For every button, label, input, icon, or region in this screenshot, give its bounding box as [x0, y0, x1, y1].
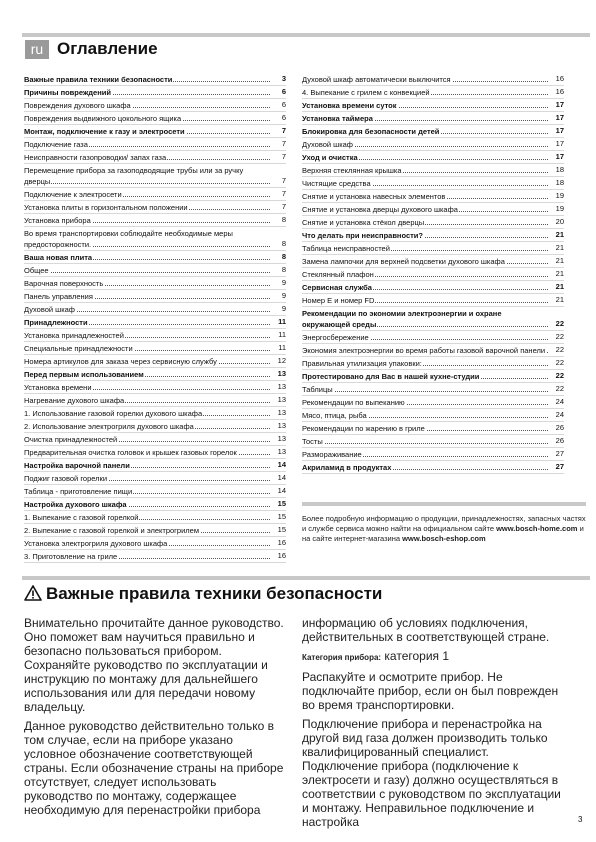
toc-entry-title: Установка времени: [24, 383, 92, 392]
site-link-home[interactable]: www.bosch-home.com: [496, 524, 578, 533]
toc-entry-title: Установка плиты в горизонтальном положении: [24, 203, 188, 212]
toc-entry-title: Неисправности газопроводки/ запах газа: [24, 153, 167, 162]
toc-entry-title: Общее: [24, 266, 49, 275]
toc-entry-page: 15: [277, 525, 286, 534]
toc-entry[interactable]: [24, 329, 286, 342]
toc-entry[interactable]: [24, 433, 286, 446]
toc-entry[interactable]: [302, 73, 564, 86]
toc-entry-page: 18: [555, 178, 564, 187]
category-label: Категория прибора:: [302, 653, 382, 662]
toc-entry[interactable]: [302, 435, 564, 448]
toc-entry[interactable]: [302, 242, 564, 255]
toc-entry[interactable]: [24, 550, 286, 563]
toc-entry-page: 17: [555, 113, 564, 122]
language-badge: ru: [25, 40, 49, 59]
toc-entry-title: Ваша новая плита: [24, 253, 93, 262]
toc-entry[interactable]: [24, 151, 286, 164]
toc-entry-page: 13: [277, 369, 286, 378]
toc-leader: [302, 391, 548, 392]
toc-entry-page: 6: [281, 100, 286, 109]
toc-entry-page: 7: [281, 152, 286, 161]
toc-entry-title: Установка электрогриля духового шкафа: [24, 539, 168, 548]
toc-entry[interactable]: [24, 381, 286, 394]
toc-entry-page: 19: [555, 191, 564, 200]
warning-icon: [24, 585, 42, 607]
toc-entry-page: 8: [281, 265, 286, 274]
section-divider: [22, 576, 590, 580]
toc-entry[interactable]: [302, 357, 564, 370]
toc-entry-page: 16: [277, 538, 286, 547]
toc-entry[interactable]: [24, 251, 286, 264]
toc-entry-page: 26: [555, 436, 564, 445]
toc-entry-page: 13: [277, 447, 286, 456]
toc-entry-title: 1. Выпекание с газовой горелкой: [24, 513, 139, 522]
toc-entry-title: Важные правила техники безопасности: [24, 75, 173, 84]
toc-entry-title: Мясо, птица, рыба: [302, 411, 367, 420]
toc-entry-title: Тосты: [302, 437, 323, 446]
toc-entry[interactable]: [24, 459, 286, 472]
toc-entry-page: 16: [277, 551, 286, 560]
service-note-text-1: Более подробную информацию о продукции, принадлежностях, запасных частях и службе сервиса можно найти на официальном сайте: [302, 514, 586, 533]
toc-entry-title: 1. Использование газовой горелки духового шкафа: [24, 409, 203, 418]
toc-entry[interactable]: [24, 303, 286, 316]
toc-entry[interactable]: [24, 227, 286, 251]
toc-entry-title: Замена лампочки для верхней подсветки духового шкафа: [302, 257, 505, 266]
toc-entry-title: Номер E и номер FD: [302, 296, 375, 305]
safety-paragraph: Распакуйте и осмотрите прибор. Не подключайте прибор, если он был поврежден во время транспортировки.: [302, 670, 559, 712]
toc-entry-page: 18: [555, 165, 564, 174]
toc-entry[interactable]: [302, 99, 564, 112]
toc-entry-title: Снятие и установка навесных элементов: [302, 192, 446, 201]
toc-entry-title: Протестировано для Вас в нашей кухне-студии: [302, 372, 480, 381]
toc-entry-page: 6: [281, 87, 286, 96]
toc-entry-page: 11: [278, 330, 286, 339]
page-number: 3: [578, 815, 583, 824]
toc-entry[interactable]: [302, 409, 564, 422]
safety-paragraph: Данное руководство действительно только в том случае, если на приборе указано условное обозначение соответствующей страны. Если обозначение страны на приборе отсутствует, следует использовать руководство по монтажу, содержащее необходимую для перенастройки прибора: [24, 719, 284, 817]
toc-entry-page: 16: [555, 74, 564, 83]
safety-paragraph: информацию об условиях подключения, действительных в соответствующей стране.: [302, 616, 550, 644]
toc-entry-page: 21: [555, 282, 564, 291]
toc-entry[interactable]: [302, 370, 564, 383]
toc-entry-page: 7: [281, 126, 286, 135]
toc-entry[interactable]: [302, 396, 564, 409]
toc-entry[interactable]: [302, 383, 564, 396]
toc-entry-title: Установка таймера: [302, 114, 373, 123]
toc-entry-title: Рекомендации по экономии электроэнергии и охране окружающей среды: [302, 309, 502, 329]
toc-entry-page: 22: [555, 384, 564, 393]
toc-entry-page: 17: [555, 126, 564, 135]
toc-entry-title: Установка принадлежностей: [24, 331, 124, 340]
toc-entry[interactable]: [302, 138, 564, 151]
toc-leader: [24, 272, 270, 273]
toc-entry-page: 8: [281, 215, 286, 224]
toc-entry-title: Духовой шкаф: [302, 140, 353, 149]
toc-entry[interactable]: [24, 407, 286, 420]
toc-entry[interactable]: [302, 294, 564, 307]
toc-entry[interactable]: [302, 203, 564, 216]
toc-entry[interactable]: [24, 420, 286, 433]
toc-entry[interactable]: [302, 344, 564, 357]
toc-entry[interactable]: [24, 290, 286, 303]
toc-entry-title: Блокировка для безопасности детей: [302, 127, 440, 136]
toc-entry-page: 14: [277, 473, 286, 482]
toc-entry-page: 22: [555, 371, 564, 380]
toc-entry[interactable]: [24, 355, 286, 368]
toc-entry-page: 21: [555, 295, 564, 304]
toc-entry-page: 11: [278, 343, 286, 352]
toc-entry-title: Энергосбережение: [302, 333, 369, 342]
toc-entry-page: 7: [281, 189, 286, 198]
toc-entry[interactable]: [24, 498, 286, 511]
toc-entry-page: 21: [555, 269, 564, 278]
toc-entry-page: 7: [281, 139, 286, 148]
toc-entry-title: Панель управления: [24, 292, 93, 301]
toc-entry-title: Очистка принадлежностей: [24, 435, 118, 444]
toc-entry[interactable]: [24, 201, 286, 214]
toc-entry-page: 13: [277, 421, 286, 430]
safety-paragraph: Внимательно прочитайте данное руководство. Оно поможет вам научиться правильно и безопасно пользоваться прибором. Сохраняйте руководство по эксплуатации и инструкцию по монтажу для дальнейшего использования или для передачи новому владельцу.: [24, 616, 284, 714]
toc-entry[interactable]: [24, 188, 286, 201]
toc-entry[interactable]: [24, 164, 286, 188]
safety-right-column: [302, 616, 564, 834]
toc-leader: [24, 183, 270, 184]
toc-entry[interactable]: [302, 190, 564, 203]
toc-entry[interactable]: [24, 368, 286, 381]
toc-entry[interactable]: [24, 73, 286, 86]
toc-entry[interactable]: [24, 112, 286, 125]
toc-entry[interactable]: [24, 394, 286, 407]
toc-entry-page: 21: [555, 256, 564, 265]
section-title-text: Важные правила техники безопасности: [46, 584, 383, 603]
section-title: [24, 583, 382, 607]
toc-entry-title: Монтаж, подключение к газу и электросети: [24, 127, 185, 136]
toc-entry-page: 20: [555, 217, 564, 226]
toc-entry-page: 9: [281, 304, 286, 313]
toc-left-column: [24, 73, 286, 563]
toc-entry-title: Экономия электроэнергии во время работы газовой варочной панели: [302, 346, 546, 355]
toc-entry[interactable]: [24, 446, 286, 459]
toc-entry[interactable]: [24, 537, 286, 550]
toc-entry-title: Перемещение прибора за газоподводящие трубы или за ручку дверцы: [24, 166, 244, 186]
toc-entry-page: 11: [278, 317, 286, 326]
toc-entry-title: 2. Выпекание с газовой горелкой и электрогрилем: [24, 526, 199, 535]
toc-entry-page: 14: [277, 486, 286, 495]
toc-leader: [302, 443, 548, 444]
top-divider: [22, 33, 590, 37]
toc-entry-page: 17: [555, 152, 564, 161]
toc-entry-page: 8: [281, 239, 286, 248]
category-line: [302, 649, 564, 665]
toc-entry-title: Перед первым использованием: [24, 370, 144, 379]
toc-entry-page: 26: [555, 423, 564, 432]
toc-entry-title: Нагревание духового шкафа: [24, 396, 125, 405]
page-title: Оглавление: [57, 39, 158, 58]
toc-entry-title: Специальные принадлежности: [24, 344, 133, 353]
toc-entry-page: 27: [555, 449, 564, 458]
toc-entry-title: Размораживание: [302, 450, 362, 459]
toc-entry[interactable]: [302, 216, 564, 229]
toc-entry[interactable]: [302, 268, 564, 281]
toc-entry-page: 12: [277, 356, 286, 365]
toc-entry-title: Снятие и установка дверцы духового шкафа: [302, 205, 458, 214]
toc-entry-title: Настройка духового шкафа: [24, 500, 127, 509]
toc-entry-title: Причины повреждений: [24, 88, 111, 97]
toc-entry-page: 15: [277, 499, 286, 508]
toc-entry-page: 16: [555, 87, 564, 96]
toc-entry-title: Снятие и установка стёкол дверцы: [302, 218, 425, 227]
safety-left-column: [24, 616, 286, 822]
toc-entry[interactable]: [24, 524, 286, 537]
toc-entry-page: 9: [281, 291, 286, 300]
toc-entry-title: Верхняя стеклянная крышка: [302, 166, 402, 175]
toc-entry-page: 27: [555, 462, 564, 471]
toc-entry[interactable]: [302, 448, 564, 461]
toc-entry[interactable]: [302, 125, 564, 138]
toc-entry-title: Повреждения выдвижного цокольного ящика: [24, 114, 182, 123]
toc-entry[interactable]: [24, 214, 286, 227]
toc-entry-page: 24: [555, 397, 564, 406]
toc-entry-page: 22: [555, 332, 564, 341]
toc-entry[interactable]: [24, 511, 286, 524]
toc-entry-title: Акриламид в продуктах: [302, 463, 392, 472]
toc-entry-title: Рекомендации по выпеканию: [302, 398, 405, 407]
toc-entry-page: 9: [281, 278, 286, 287]
toc-entry-title: 3. Приготовление на гриле: [24, 552, 118, 561]
toc-entry-page: 15: [277, 512, 286, 521]
toc-entry-page: 7: [281, 202, 286, 211]
toc-entry-title: Сервисная служба: [302, 283, 372, 292]
toc-entry-page: 7: [281, 176, 286, 185]
toc-entry-page: 14: [277, 460, 286, 469]
toc-entry-title: Принадлежности: [24, 318, 88, 327]
toc-entry[interactable]: [302, 422, 564, 435]
toc-entry-page: 6: [281, 113, 286, 122]
toc-entry-page: 22: [555, 319, 564, 328]
toc-entry[interactable]: [24, 125, 286, 138]
toc-entry-title: Правильная утилизация упаковки:: [302, 359, 422, 368]
toc-entry-title: Установка времени суток: [302, 101, 397, 110]
toc-entry-page: 13: [277, 382, 286, 391]
toc-entry-page: 13: [277, 434, 286, 443]
toc-entry-title: Таблица неисправностей: [302, 244, 390, 253]
toc-entry-page: 13: [277, 408, 286, 417]
toc-entry-title: 2. Использование электрогриля духового шкафа: [24, 422, 194, 431]
toc-entry-page: 21: [555, 243, 564, 252]
toc-entry-page: 21: [555, 230, 564, 239]
toc-entry-title: Настройка варочной панели: [24, 461, 130, 470]
toc-entry-page: 17: [555, 139, 564, 148]
toc-entry-title: Во время транспортировки соблюдайте необходимые меры предосторожности.: [24, 229, 233, 249]
toc-entry[interactable]: [302, 86, 564, 99]
toc-entry-title: Подключение к электросети: [24, 190, 122, 199]
toc-entry[interactable]: [24, 138, 286, 151]
toc-entry-title: Повреждения духового шкафа: [24, 101, 131, 110]
toc-entry-title: Рекомендации по жарению в гриле: [302, 424, 425, 433]
service-note: [302, 502, 586, 544]
toc-entry[interactable]: [24, 86, 286, 99]
toc-entry[interactable]: [302, 461, 564, 474]
toc-entry[interactable]: [24, 99, 286, 112]
toc-entry[interactable]: [302, 307, 564, 331]
toc-entry-title: Что делать при неисправности?: [302, 231, 423, 240]
toc-entry[interactable]: [24, 316, 286, 329]
toc-entry-page: 13: [277, 395, 286, 404]
category-value: категория 1: [381, 649, 450, 663]
toc-entry-title: Установка прибора: [24, 216, 91, 225]
toc-entry[interactable]: [302, 281, 564, 294]
toc-entry-page: 24: [555, 410, 564, 419]
toc-entry-title: 4. Выпекание с грилем с конвекцией: [302, 88, 430, 97]
toc-entry[interactable]: [24, 342, 286, 355]
toc-entry-title: Варочная поверхность: [24, 279, 104, 288]
toc-entry-title: Духовой шкаф: [24, 305, 75, 314]
toc-entry-title: Духовой шкаф автоматически выключится: [302, 75, 451, 84]
toc-entry[interactable]: [24, 277, 286, 290]
toc-entry[interactable]: [302, 255, 564, 268]
site-link-eshop[interactable]: www.bosch-eshop.com: [402, 534, 486, 543]
toc-entry[interactable]: [24, 472, 286, 485]
toc-entry-title: Чистящие средства: [302, 179, 371, 188]
toc-entry-title: Таблица - приготовление пищи: [24, 487, 133, 496]
toc-entry[interactable]: [302, 151, 564, 164]
toc-entry-title: Подключение газа: [24, 140, 88, 149]
toc-entry[interactable]: [302, 331, 564, 344]
service-note-text-2: и на сайте интернет-магазина: [302, 524, 584, 543]
safety-paragraph: Подключение прибора и перенастройка на другой вид газа должен производить только квалифицированный специалист. Подключение прибора (подключение к электросети и газу) должно осуществляться в соответствии с руководством по эксплуатации и монтажу. Неправильное подключение и настройка: [302, 717, 561, 829]
toc-entry-title: Уход и очистка: [302, 153, 358, 162]
toc-entry[interactable]: [24, 485, 286, 498]
toc-entry[interactable]: [302, 177, 564, 190]
toc-entry[interactable]: [302, 229, 564, 242]
toc-entry-title: Таблицы: [302, 385, 333, 394]
toc-entry-page: 8: [281, 252, 286, 261]
toc-entry-title: Номера артикулов для заказа через сервисную службу: [24, 357, 217, 366]
toc-entry-page: 22: [555, 345, 564, 354]
toc-entry-page: 17: [555, 100, 564, 109]
toc-entry-page: 19: [555, 204, 564, 213]
toc-entry-title: Поджиг газовой горелки: [24, 474, 108, 483]
toc-entry[interactable]: [302, 112, 564, 125]
toc-entry-title: Стеклянный плафон: [302, 270, 374, 279]
toc-right-column: [302, 73, 564, 474]
toc-entry[interactable]: [24, 264, 286, 277]
toc-entry-page: 3: [281, 74, 286, 83]
toc-entry[interactable]: [302, 164, 564, 177]
toc-entry-title: Предварительная очистка головок и крышек газовых горелок: [24, 448, 237, 457]
toc-entry-page: 22: [555, 358, 564, 367]
